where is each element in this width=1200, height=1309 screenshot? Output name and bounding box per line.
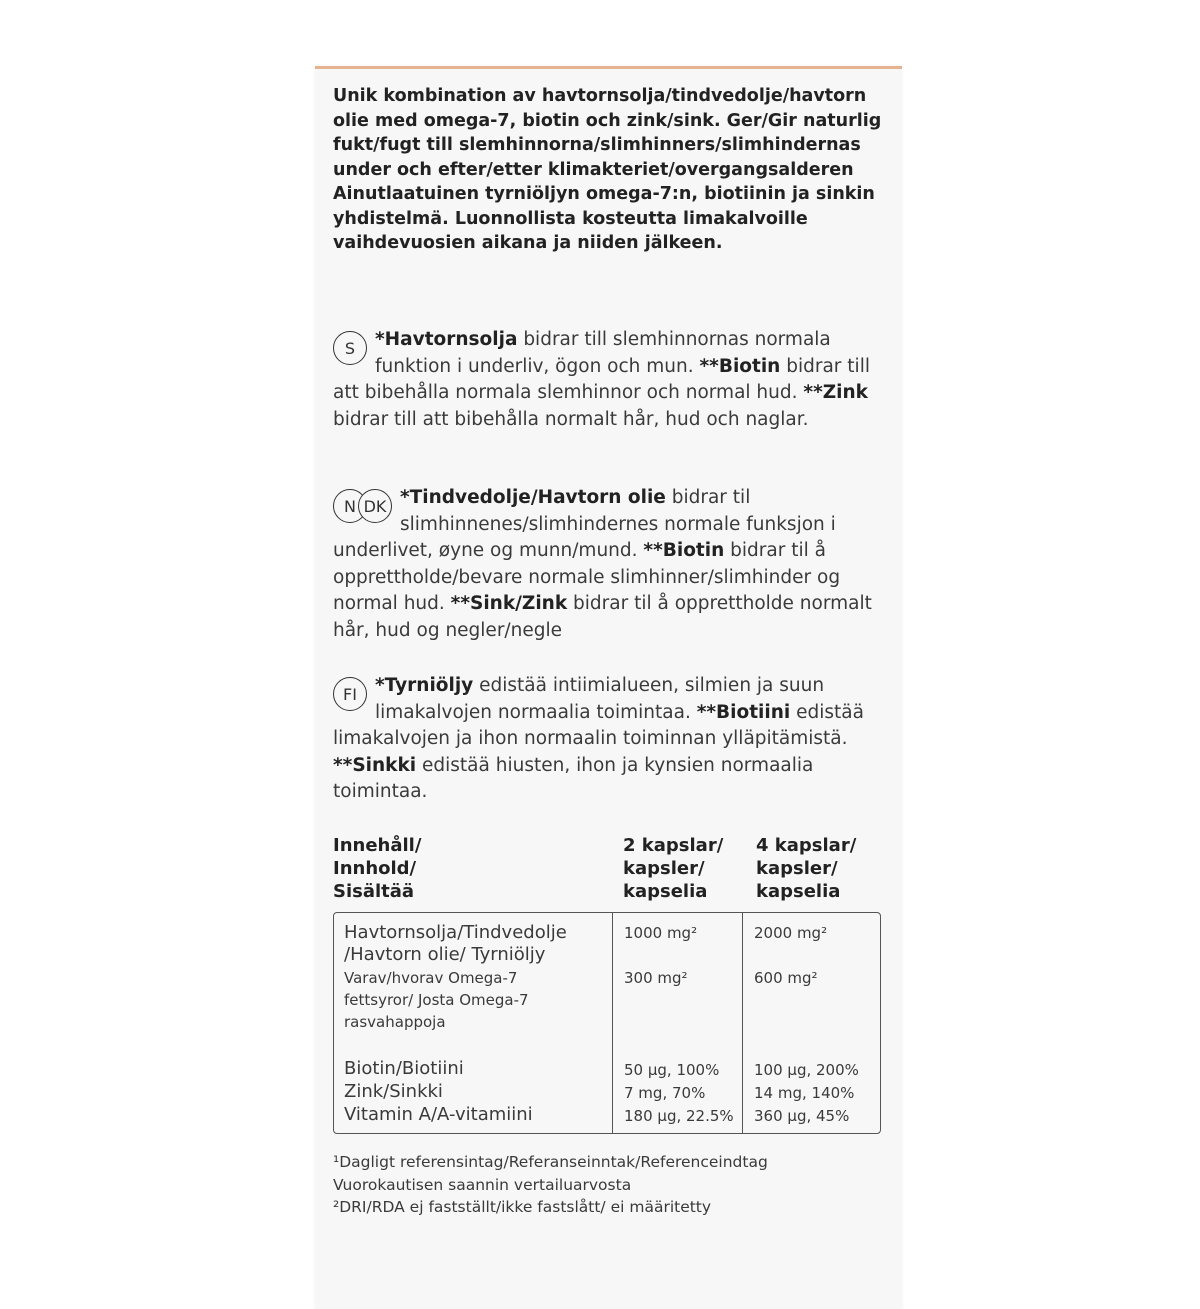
ingredient-bold: **Biotiini (696, 701, 791, 723)
row-omega-2: 300 mg² (624, 969, 688, 987)
claim-text: edistää intiimialueen, silmien ja suun limakalvojen normaalia toimintaa. (375, 675, 825, 723)
header-4-capsules: 4 kapslar/ kapsler/ kapselia (756, 835, 857, 902)
claim-text: bidrar til slimhinnenes/slimhindernes normale funksjon i underlivet, øyne og munn/mund. (333, 487, 836, 561)
ingredient-bold: *Tindvedolje/Havtorn olie (400, 487, 666, 508)
claim-text: bidrar till slemhinnornas normala funktion i underliv, ögon och mun. (375, 329, 831, 377)
claim-text: edistää limakalvojen ja ihon normaalin toiminnan ylläpitämistä. (333, 701, 864, 749)
row-oil-name: Havtornsolja/Tindvedolje /Havtorn olie/ Tyrniöljy (344, 922, 567, 965)
ingredient-bold: **Sinkki (333, 754, 417, 776)
row-biotin-2: 50 µg, 100% (624, 1061, 720, 1079)
row-vitamin-a-name: Vitamin A/A-vitamiini (344, 1104, 533, 1125)
row-oil-2: 1000 mg² (624, 924, 698, 942)
footnote-1-fi: Vuorokautisen saannin vertailuarvosta (333, 1175, 632, 1194)
footnote-1: ¹Dagligt referensintag/Referanseinntak/Referenceindtag (333, 1153, 768, 1171)
row-zinc-2: 7 mg, 70% (624, 1084, 706, 1102)
header-content: Innehåll/ Innhold/ Sisältää (333, 835, 422, 902)
ingredient-bold: **Zink (803, 382, 868, 403)
claim-text: bidrar till att bibehålla normala slemhinnor och normal hud. (333, 355, 870, 403)
row-oil-4: 2000 mg² (754, 924, 828, 942)
ingredient-bold: *Tyrniöljy (375, 675, 474, 696)
ingredient-bold: *Havtornsolja (375, 329, 518, 350)
language-badges (333, 331, 367, 371)
footnotes (333, 1151, 893, 1219)
section-swedish (333, 327, 878, 433)
nutrition-table (333, 912, 881, 1134)
row-omega-name: Varav/hvorav Omega-7 fettsyror/ Josta Omega-7 rasvahappoja (344, 969, 529, 1031)
footnote-2: ²DRI/RDA ej fastställt/ikke fastslått/ ei määritetty (333, 1198, 712, 1216)
ingredient-bold: **Biotin (643, 540, 725, 561)
badge-dk: DK (358, 489, 392, 523)
row-zinc-4: 14 mg, 140% (754, 1084, 855, 1102)
claim-text: bidrar till att bibehålla normalt hår, hud och naglar. (333, 408, 809, 430)
claim-text: bidrar til å opprettholde normalt hår, hud og negler/negle (333, 593, 872, 641)
row-biotin-name: Biotin/Biotiini (344, 1058, 464, 1079)
badge-s: S (333, 331, 367, 365)
row-omega-4: 600 mg² (754, 969, 818, 987)
section-finnish (333, 673, 878, 806)
intro-text: Unik kombination av havtornsolja/tindvedolje/havtorn olie med omega-7, biotin och zink/sink. Ger/Gir naturlig fukt/fugt till slemhinnorna/slimhinners/slimhindernas under och efter/etter klimakteriet/overgangsalderen Ainutlaatuinen tyrniöljyn omega-7:n, biotiinin ja sinkin yhdistelmä. Luonnollista kosteutta limakalvoille vaihdevuosien aikana ja niiden jälkeen. (333, 86, 882, 253)
row-biotin-4: 100 µg, 200% (754, 1061, 859, 1079)
language-badges (333, 677, 367, 717)
ingredient-bold: **Biotin (699, 355, 781, 377)
claim-text: edistää hiusten, ihon ja kynsien normaalia toimintaa. (333, 754, 814, 802)
language-badges (333, 489, 392, 529)
column-divider (612, 913, 613, 1133)
header-2-capsules: 2 kapslar/ kapsler/ kapselia (623, 835, 724, 902)
badge-fi: FI (333, 677, 367, 711)
badge-n: N (333, 489, 367, 523)
row-vitamin-a-4: 360 µg, 45% (754, 1107, 850, 1125)
row-zinc-name: Zink/Sinkki (344, 1081, 443, 1102)
column-divider (742, 913, 743, 1133)
claim-text: bidrar til å opprettholde/bevare normale slimhinner/slimhinder og normal hud. (333, 540, 841, 614)
ingredient-bold: **Sink/Zink (450, 593, 568, 614)
section-norwegian-danish (333, 485, 878, 644)
row-vitamin-a-2: 180 µg, 22.5% (624, 1107, 734, 1125)
